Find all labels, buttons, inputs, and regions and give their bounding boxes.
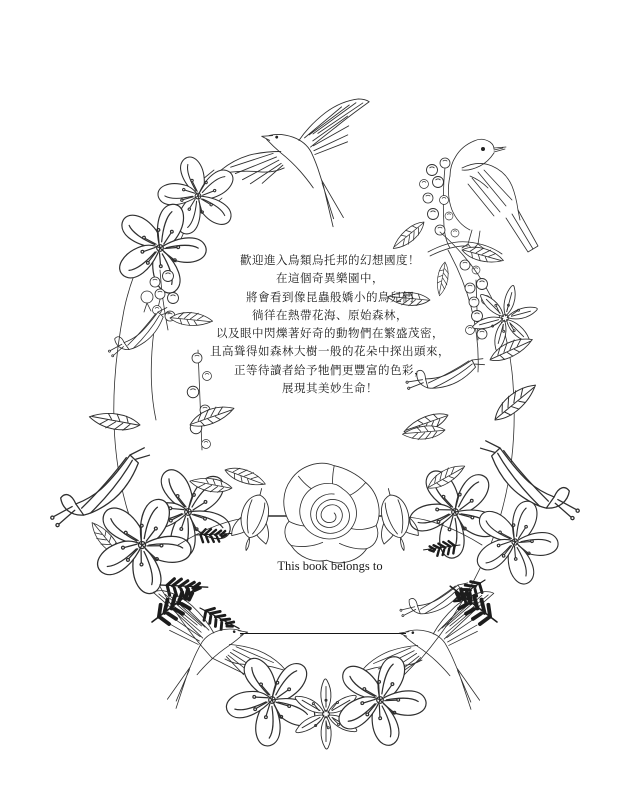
intro-line: 展現其美妙生命！ bbox=[282, 383, 378, 396]
intro-line: 正等待讀者給予牠們更豐富的色彩， bbox=[234, 364, 426, 377]
rose-icon bbox=[284, 463, 379, 563]
name-line bbox=[240, 633, 406, 634]
left-floral-branch bbox=[49, 146, 267, 658]
welcome-text bbox=[30, 252, 627, 398]
top-swallow-icon bbox=[213, 61, 384, 229]
intro-line: 歡迎進入鳥類烏托邦的幻想國度！ bbox=[240, 255, 420, 267]
intro-line: 將會看到像昆蟲般嬌小的鳥兒們 bbox=[246, 291, 414, 304]
intro-line: 以及眼中閃爍著好奇的動物們在繁盛茂密， bbox=[216, 328, 444, 341]
intro-line: 且高聳得如森林大樹一般的花朵中探出頭來， bbox=[210, 346, 450, 359]
bottom-flowers bbox=[212, 649, 437, 758]
belongs-label: This book belongs to bbox=[277, 559, 383, 573]
intro-line: 徜徉在熱帶花海、原始森林， bbox=[252, 309, 408, 322]
intro-line: 在這個奇異樂園中， bbox=[276, 273, 384, 286]
wild-rose-icon bbox=[464, 493, 569, 597]
